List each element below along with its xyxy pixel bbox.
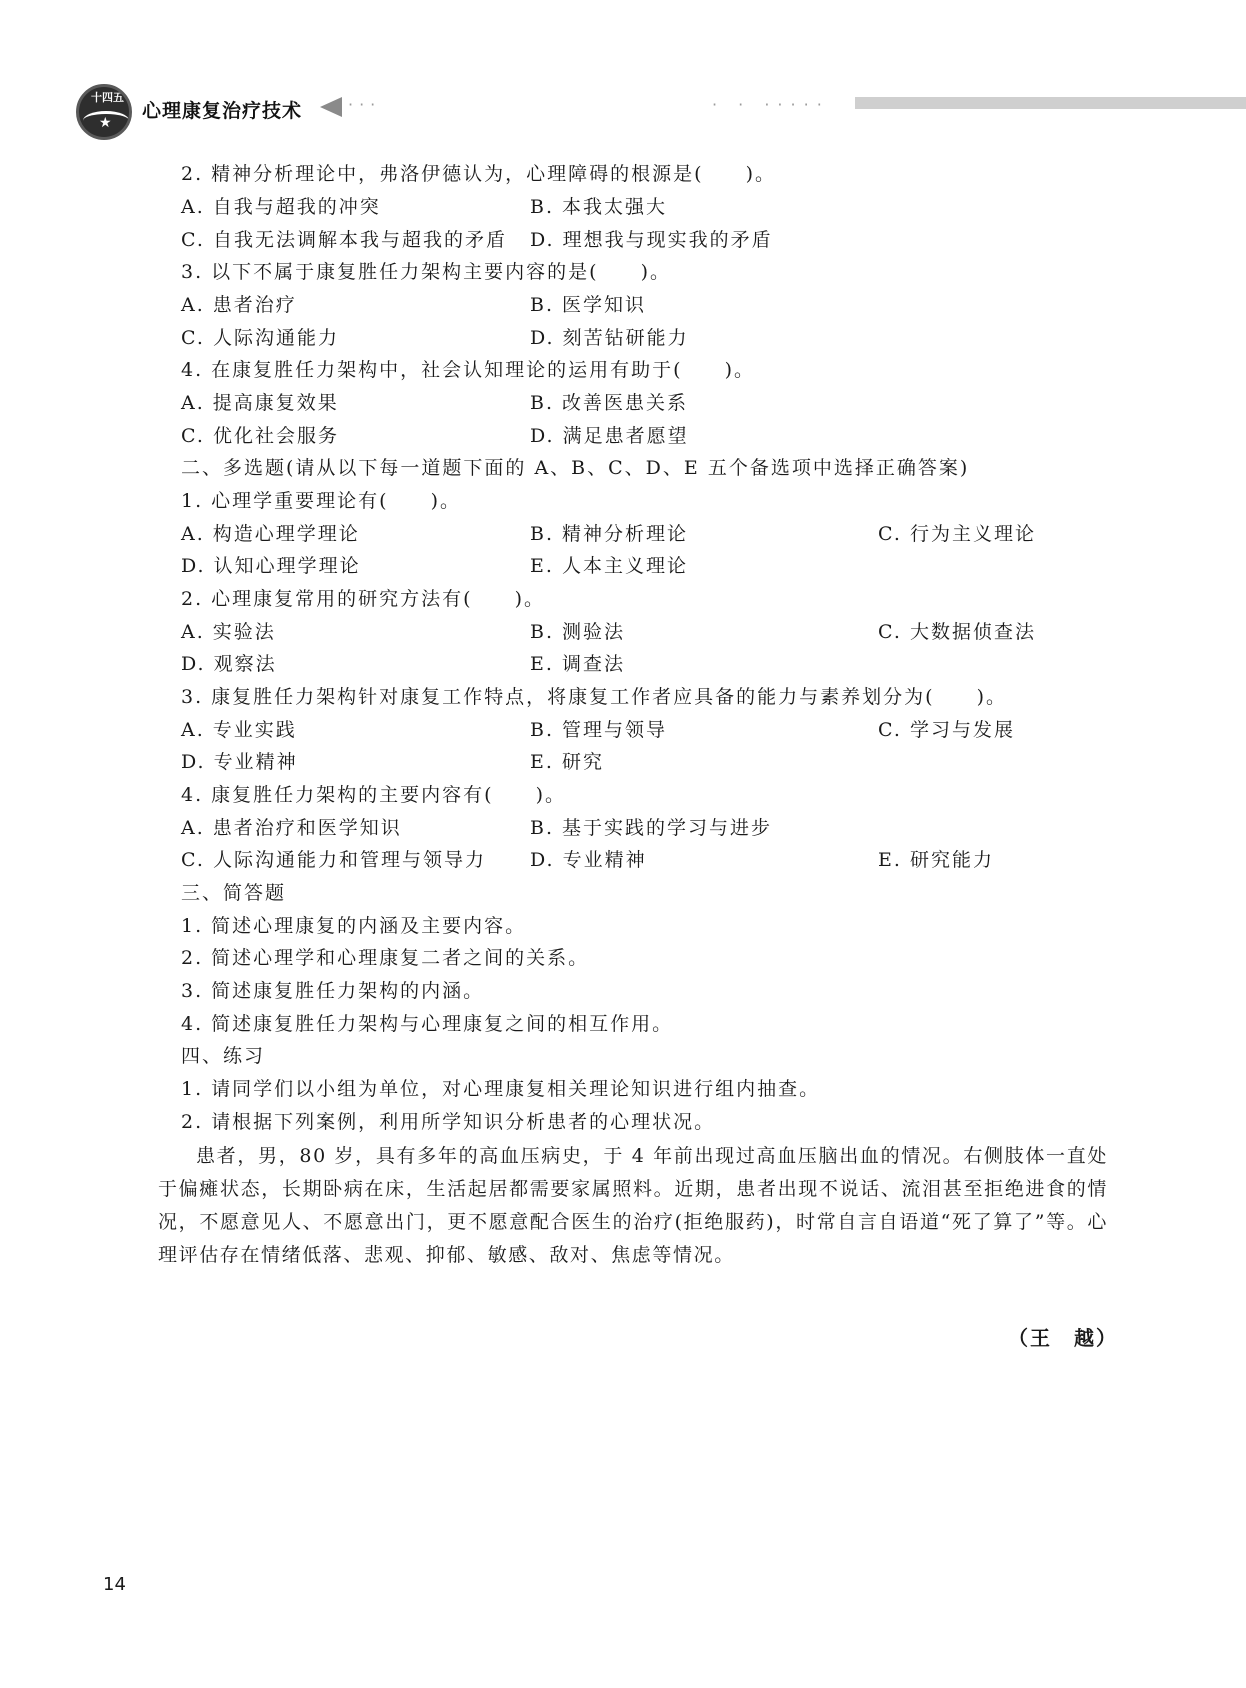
text-line: C. 大数据侦查法 bbox=[878, 621, 1036, 643]
text-line: 4. 简述康复胜任力架构与心理康复之间的相互作用。 bbox=[181, 1013, 674, 1035]
text-line: D. 专业精神 bbox=[530, 849, 647, 871]
text-line: 4. 康复胜任力架构的主要内容有( )。 bbox=[181, 784, 566, 806]
text-line: E. 研究能力 bbox=[878, 849, 994, 871]
text-line: A. 患者治疗和医学知识 bbox=[181, 817, 402, 839]
text-line: 3. 康复胜任力架构针对康复工作特点，将康复工作者应具备的能力与素养划分为( )。 bbox=[181, 686, 1007, 708]
text-line: A. 患者治疗 bbox=[181, 294, 297, 316]
case-paragraph: 患者，男，80 岁，具有多年的高血压病史，于 4 年前出现过高血压脑出血的情况。右侧肢体一直处于偏瘫状态，长期卧病在床，生活起居都需要家属照料。近期，患者出现不说话、流泪甚至拒绝进食的情况，不愿意见人、不愿意出门，更不愿意配合医生的治疗(拒绝服药)，时常自言自语道“死了算了”等。心理评估存在情绪低落、悲观、抑郁、敏感、敌对、焦虑等情况。 bbox=[158, 1145, 1108, 1266]
text-line: C. 自我无法调解本我与超我的矛盾 bbox=[181, 229, 507, 251]
text-line: E. 调查法 bbox=[530, 653, 625, 675]
text-line: B. 管理与领导 bbox=[530, 719, 668, 741]
page-number: 14 bbox=[103, 1574, 126, 1595]
book-title: 心理康复治疗技术 bbox=[142, 100, 303, 122]
text-line: A. 自我与超我的冲突 bbox=[181, 196, 381, 218]
header-dots-decoration: ··· bbox=[348, 95, 382, 114]
series-logo-icon bbox=[76, 84, 132, 140]
text-line: D. 满足患者愿望 bbox=[530, 425, 689, 447]
text-line: D. 理想我与现实我的矛盾 bbox=[530, 229, 773, 251]
text-line: B. 基于实践的学习与进步 bbox=[530, 817, 773, 839]
page-header bbox=[0, 0, 1246, 150]
text-line: C. 人际沟通能力 bbox=[181, 327, 339, 349]
text-line: 2. 心理康复常用的研究方法有( )。 bbox=[181, 588, 545, 610]
text-line: 四、练习 bbox=[181, 1045, 266, 1067]
text-line: 3. 以下不属于康复胜任力架构主要内容的是( )。 bbox=[181, 261, 671, 283]
arrow-left-icon bbox=[320, 97, 342, 117]
header-dots-decoration-right: · · ····· bbox=[712, 95, 830, 114]
text-line: B. 本我太强大 bbox=[530, 196, 668, 218]
text-line: E. 人本主义理论 bbox=[530, 555, 688, 577]
text-line: 三、简答题 bbox=[181, 882, 287, 904]
text-line: D. 认知心理学理论 bbox=[181, 555, 361, 577]
logo-text: 十四五 bbox=[91, 91, 124, 104]
text-line: E. 研究 bbox=[530, 751, 604, 773]
text-line: 1. 简述心理康复的内涵及主要内容。 bbox=[181, 915, 527, 937]
text-line: D. 观察法 bbox=[181, 653, 277, 675]
text-line: 3. 简述康复胜任力架构的内涵。 bbox=[181, 980, 485, 1002]
text-line: 2. 简述心理学和心理康复二者之间的关系。 bbox=[181, 947, 590, 969]
text-line: 1. 心理学重要理论有( )。 bbox=[181, 490, 461, 512]
text-line: 二、多选题(请从以下每一道题下面的 A、B、C、D、E 五个备选项中选择正确答案) bbox=[181, 457, 970, 479]
text-line: B. 改善医患关系 bbox=[530, 392, 689, 414]
text-line: 2. 请根据下列案例，利用所学知识分析患者的心理状况。 bbox=[181, 1111, 716, 1133]
text-line: C. 人际沟通能力和管理与领导力 bbox=[181, 849, 486, 871]
text-line: A. 专业实践 bbox=[181, 719, 297, 741]
text-line: 4. 在康复胜任力架构中，社会认知理论的运用有助于( )。 bbox=[181, 359, 755, 381]
text-line: A. 提高康复效果 bbox=[181, 392, 339, 414]
text-line: A. 构造心理学理论 bbox=[181, 523, 360, 545]
text-line: 1. 请同学们以小组为单位，对心理康复相关理论知识进行组内抽查。 bbox=[181, 1078, 821, 1100]
text-line: B. 医学知识 bbox=[530, 294, 647, 316]
text-line: C. 优化社会服务 bbox=[181, 425, 339, 447]
text-line: C. 学习与发展 bbox=[878, 719, 1015, 741]
text-line: B. 测验法 bbox=[530, 621, 626, 643]
text-line: 2. 精神分析理论中，弗洛伊德认为，心理障碍的根源是( )。 bbox=[181, 163, 776, 185]
text-line: A. 实验法 bbox=[181, 621, 276, 643]
header-bar-decoration bbox=[855, 97, 1246, 109]
star-icon: ★ bbox=[99, 115, 112, 131]
author-credit: （王 越） bbox=[1008, 1326, 1118, 1350]
text-line: D. 刻苦钻研能力 bbox=[530, 327, 689, 349]
text-line: B. 精神分析理论 bbox=[530, 523, 689, 545]
text-line: C. 行为主义理论 bbox=[878, 523, 1036, 545]
text-line: D. 专业精神 bbox=[181, 751, 298, 773]
